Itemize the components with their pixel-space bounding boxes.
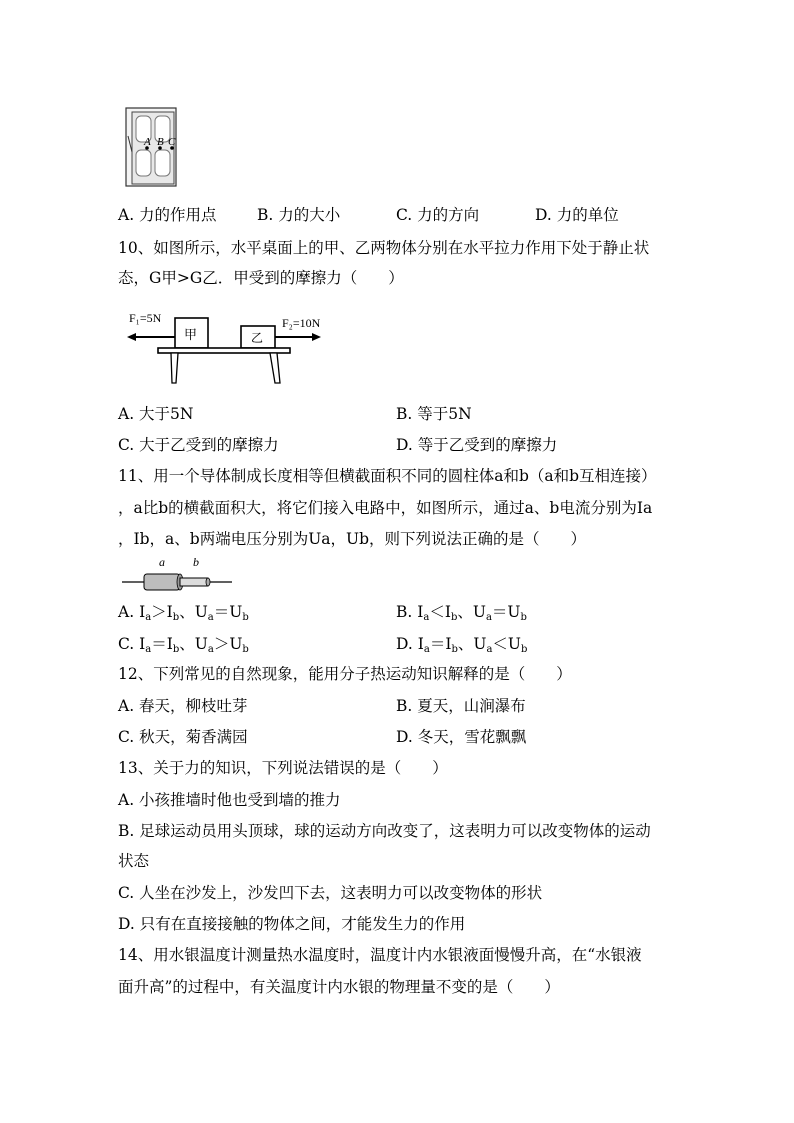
q11-stem-line-1: 11、用一个导体制成长度相等但横截面积不同的圆柱体a和b（a和b互相连接）: [118, 467, 657, 485]
q10-option-d[interactable]: D. 等于乙受到的摩擦力: [396, 436, 558, 454]
box-yi-label: 乙: [251, 331, 264, 345]
q10-option-a[interactable]: A. 大于5N: [118, 405, 194, 423]
table-figure: [125, 308, 335, 388]
q13-option-c[interactable]: C. 人坐在沙发上，沙发凹下去，这表明力可以改变物体的形状: [118, 884, 543, 902]
q12-option-c[interactable]: C. 秋天，菊香满园: [118, 728, 248, 746]
door-figure: [122, 106, 184, 188]
q9-option-c[interactable]: C. 力的方向: [396, 206, 480, 224]
q13-option-d[interactable]: D. 只有在直接接触的物体之间，才能发生力的作用: [118, 915, 466, 933]
q13-option-b-cont[interactable]: 状态: [118, 852, 150, 870]
q13-option-a[interactable]: A. 小孩推墙时他也受到墙的推力: [118, 791, 341, 809]
q10-stem-line-2: 态，G甲>G乙．甲受到的摩擦力（ ）: [118, 269, 404, 287]
q13-option-b[interactable]: B. 足球运动员用头顶球，球的运动方向改变了，这表明力可以改变物体的运动: [118, 822, 651, 840]
conductor-a-label: a: [159, 555, 165, 569]
q12-option-b[interactable]: B. 夏天，山涧瀑布: [396, 697, 526, 715]
conductor-figure: [122, 555, 237, 595]
q9-option-a[interactable]: A. 力的作用点: [118, 206, 217, 224]
label-b: B: [157, 136, 164, 148]
q11-option-d[interactable]: D. $I_a=I_b$、$U_a<U_b$: [396, 635, 528, 655]
f1-label: F₁=5N: [129, 311, 162, 325]
q11-option-a[interactable]: A. $I_a>I_b$、$U_a=U_b$: [118, 603, 249, 623]
q14-stem-line-2: 面升高”的过程中，有关温度计内水银的物理量不变的是（ ）: [118, 978, 560, 996]
q9-option-b[interactable]: B. 力的大小: [257, 206, 341, 224]
f2-label: F₂=10N: [282, 316, 321, 330]
q10-option-c[interactable]: C. 大于乙受到的摩擦力: [118, 436, 279, 454]
q11-stem-line-2: ，a比b的横截面积大，将它们接入电路中，如图所示，通过a、b电流分别为Ia: [118, 499, 653, 517]
q12-option-a[interactable]: A. 春天，柳枝吐芽: [118, 697, 248, 715]
q12-option-d[interactable]: D. 冬天，雪花飘飘: [396, 728, 527, 746]
conductor-b-label: b: [193, 555, 199, 569]
q11-stem-line-3: ，Ib，a、b两端电压分别为Ua，Ub，则下列说法正确的是（ ）: [118, 530, 586, 548]
q12-stem: 12、下列常见的自然现象，能用分子热运动知识解释的是（ ）: [118, 665, 572, 683]
q14-stem-line-1: 14、用水银温度计测量热水温度时，温度计内水银液面慢慢升高，在“水银液: [118, 946, 642, 964]
q13-stem: 13、关于力的知识，下列说法错误的是（ ）: [118, 759, 448, 777]
q11-option-b[interactable]: B. $I_a<I_b$、$U_a=U_b$: [396, 603, 527, 623]
label-a: A: [144, 136, 151, 148]
q10-stem-line-1: 10、如图所示，水平桌面上的甲、乙两物体分别在水平拉力作用下处于静止状: [118, 239, 650, 257]
q10-option-b[interactable]: B. 等于5N: [396, 405, 472, 423]
label-c: C: [168, 136, 176, 148]
box-jia-label: 甲: [184, 327, 198, 342]
q9-option-d[interactable]: D. 力的单位: [535, 206, 619, 224]
q11-option-c[interactable]: C. $I_a=I_b$、$U_a>U_b$: [118, 635, 249, 655]
